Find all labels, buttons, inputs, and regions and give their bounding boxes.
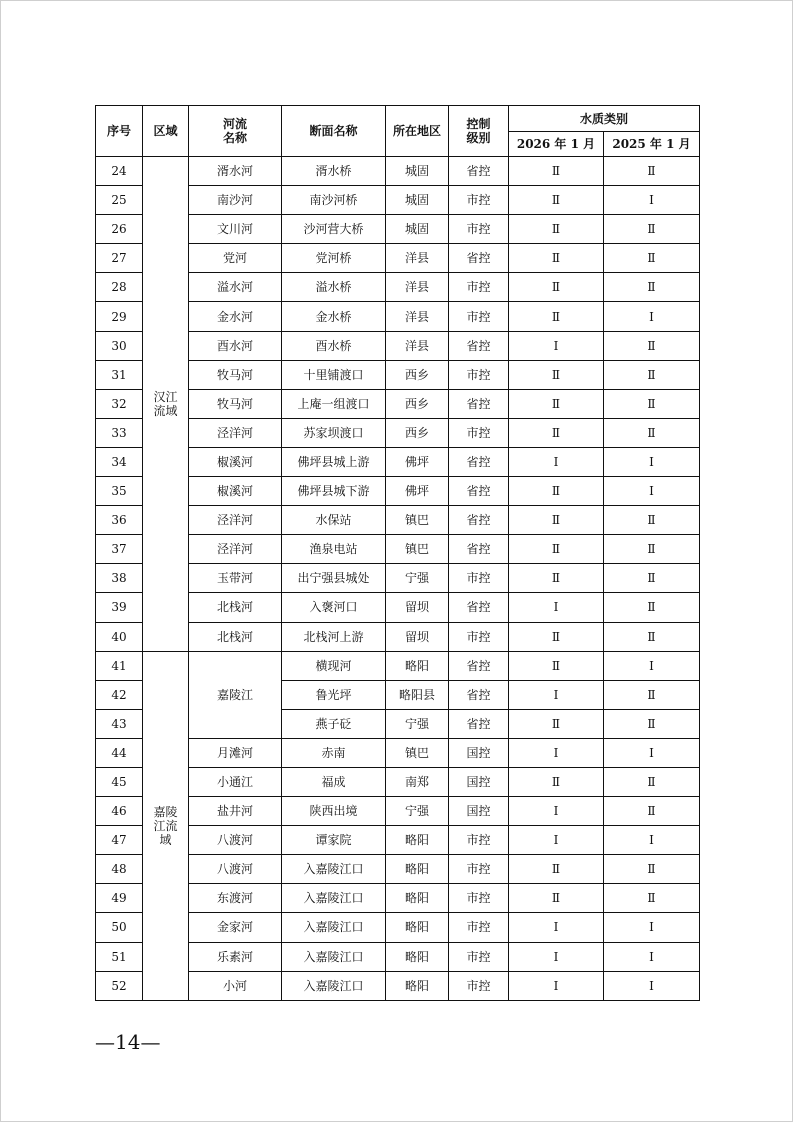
cell-section: 南沙河桥 [282, 186, 386, 215]
cell-quality-2026: Ⅰ [509, 331, 604, 360]
header-no: 序号 [96, 106, 143, 157]
cell-section: 入嘉陵江口 [282, 971, 386, 1000]
cell-river: 泾洋河 [189, 535, 282, 564]
water-quality-table [95, 105, 700, 1001]
cell-quality-2026: Ⅰ [509, 738, 604, 767]
header-quality: 水质类别 [509, 106, 700, 132]
cell-quality-2025: Ⅰ [604, 447, 700, 476]
cell-river: 盐井河 [189, 797, 282, 826]
cell-quality-2025: Ⅱ [604, 884, 700, 913]
cell-region: 汉江流域 [143, 157, 189, 652]
cell-section: 党河桥 [282, 244, 386, 273]
cell-area: 西乡 [386, 360, 449, 389]
cell-no: 33 [96, 418, 143, 447]
cell-quality-2026: Ⅱ [509, 622, 604, 651]
header-region: 区域 [143, 106, 189, 157]
cell-section: 鲁光坪 [282, 680, 386, 709]
cell-quality-2026: Ⅰ [509, 826, 604, 855]
cell-quality-2026: Ⅱ [509, 535, 604, 564]
cell-no: 42 [96, 680, 143, 709]
cell-quality-2026: Ⅱ [509, 855, 604, 884]
cell-section: 谭家院 [282, 826, 386, 855]
cell-river: 小通江 [189, 767, 282, 796]
cell-no: 34 [96, 447, 143, 476]
cell-level: 国控 [449, 738, 509, 767]
cell-river: 嘉陵江 [189, 651, 282, 738]
cell-no: 25 [96, 186, 143, 215]
cell-quality-2026: Ⅰ [509, 971, 604, 1000]
cell-section: 十里铺渡口 [282, 360, 386, 389]
cell-no: 24 [96, 157, 143, 186]
cell-level: 省控 [449, 535, 509, 564]
cell-quality-2026: Ⅱ [509, 884, 604, 913]
cell-section: 酉水桥 [282, 331, 386, 360]
cell-quality-2025: Ⅰ [604, 826, 700, 855]
cell-area: 略阳 [386, 913, 449, 942]
cell-level: 省控 [449, 593, 509, 622]
cell-quality-2026: Ⅱ [509, 360, 604, 389]
cell-level: 市控 [449, 942, 509, 971]
cell-river: 党河 [189, 244, 282, 273]
cell-level: 省控 [449, 244, 509, 273]
cell-section: 渔泉电站 [282, 535, 386, 564]
cell-section: 燕子砭 [282, 709, 386, 738]
cell-quality-2026: Ⅱ [509, 767, 604, 796]
cell-no: 39 [96, 593, 143, 622]
cell-no: 44 [96, 738, 143, 767]
cell-quality-2025: Ⅰ [604, 942, 700, 971]
cell-quality-2026: Ⅱ [509, 215, 604, 244]
cell-river: 金水河 [189, 302, 282, 331]
cell-section: 陕西出境 [282, 797, 386, 826]
cell-quality-2025: Ⅰ [604, 913, 700, 942]
cell-no: 36 [96, 506, 143, 535]
cell-quality-2025: Ⅱ [604, 331, 700, 360]
cell-river: 八渡河 [189, 826, 282, 855]
cell-quality-2025: Ⅰ [604, 971, 700, 1000]
cell-section: 横现河 [282, 651, 386, 680]
cell-no: 38 [96, 564, 143, 593]
cell-quality-2026: Ⅱ [509, 418, 604, 447]
cell-level: 省控 [449, 506, 509, 535]
cell-quality-2026: Ⅱ [509, 244, 604, 273]
cell-quality-2025: Ⅱ [604, 389, 700, 418]
cell-river: 文川河 [189, 215, 282, 244]
cell-area: 洋县 [386, 302, 449, 331]
cell-section: 北栈河上游 [282, 622, 386, 651]
cell-no: 37 [96, 535, 143, 564]
cell-level: 市控 [449, 360, 509, 389]
cell-river: 酉水河 [189, 331, 282, 360]
page-number: —14— [95, 1030, 161, 1054]
cell-area: 宁强 [386, 564, 449, 593]
cell-area: 略阳 [386, 855, 449, 884]
cell-quality-2025: Ⅱ [604, 709, 700, 738]
cell-river: 溢水河 [189, 273, 282, 302]
cell-area: 略阳 [386, 942, 449, 971]
cell-no: 47 [96, 826, 143, 855]
cell-quality-2025: Ⅱ [604, 506, 700, 535]
cell-quality-2025: Ⅱ [604, 855, 700, 884]
cell-area: 留坝 [386, 593, 449, 622]
cell-area: 洋县 [386, 244, 449, 273]
cell-quality-2026: Ⅰ [509, 680, 604, 709]
cell-section: 溢水桥 [282, 273, 386, 302]
cell-quality-2025: Ⅱ [604, 273, 700, 302]
cell-area: 洋县 [386, 331, 449, 360]
cell-river: 八渡河 [189, 855, 282, 884]
cell-area: 城固 [386, 186, 449, 215]
cell-quality-2025: Ⅰ [604, 186, 700, 215]
cell-river: 牧马河 [189, 360, 282, 389]
cell-section: 沙河营大桥 [282, 215, 386, 244]
cell-quality-2026: Ⅱ [509, 273, 604, 302]
cell-quality-2025: Ⅰ [604, 651, 700, 680]
table-row [96, 157, 700, 186]
cell-section: 福成 [282, 767, 386, 796]
cell-river: 乐素河 [189, 942, 282, 971]
cell-river: 泾洋河 [189, 506, 282, 535]
cell-quality-2025: Ⅱ [604, 593, 700, 622]
cell-section: 金水桥 [282, 302, 386, 331]
cell-quality-2026: Ⅱ [509, 389, 604, 418]
cell-area: 宁强 [386, 709, 449, 738]
cell-area: 南郑 [386, 767, 449, 796]
cell-no: 31 [96, 360, 143, 389]
cell-river: 金家河 [189, 913, 282, 942]
cell-section: 入嘉陵江口 [282, 913, 386, 942]
cell-quality-2025: Ⅱ [604, 767, 700, 796]
cell-section: 佛坪县城下游 [282, 477, 386, 506]
cell-quality-2025: Ⅱ [604, 680, 700, 709]
cell-river: 玉带河 [189, 564, 282, 593]
cell-area: 城固 [386, 157, 449, 186]
cell-no: 30 [96, 331, 143, 360]
cell-quality-2026: Ⅰ [509, 447, 604, 476]
cell-level: 省控 [449, 709, 509, 738]
cell-area: 略阳 [386, 651, 449, 680]
cell-level: 市控 [449, 855, 509, 884]
cell-river: 小河 [189, 971, 282, 1000]
cell-section: 入嘉陵江口 [282, 942, 386, 971]
cell-area: 留坝 [386, 622, 449, 651]
cell-quality-2026: Ⅱ [509, 709, 604, 738]
header-river [189, 106, 282, 157]
cell-no: 43 [96, 709, 143, 738]
cell-level: 省控 [449, 477, 509, 506]
cell-quality-2026: Ⅱ [509, 157, 604, 186]
cell-river: 椒溪河 [189, 447, 282, 476]
cell-level: 省控 [449, 389, 509, 418]
cell-no: 45 [96, 767, 143, 796]
cell-no: 29 [96, 302, 143, 331]
cell-no: 41 [96, 651, 143, 680]
cell-level: 市控 [449, 622, 509, 651]
cell-level: 国控 [449, 767, 509, 796]
cell-no: 51 [96, 942, 143, 971]
cell-area: 佛坪 [386, 447, 449, 476]
cell-level: 市控 [449, 913, 509, 942]
cell-no: 28 [96, 273, 143, 302]
cell-quality-2025: Ⅱ [604, 797, 700, 826]
cell-area: 洋县 [386, 273, 449, 302]
cell-no: 46 [96, 797, 143, 826]
cell-area: 镇巴 [386, 535, 449, 564]
cell-quality-2025: Ⅱ [604, 215, 700, 244]
cell-quality-2026: Ⅰ [509, 593, 604, 622]
cell-level: 市控 [449, 971, 509, 1000]
cell-quality-2025: Ⅱ [604, 157, 700, 186]
cell-section: 入嘉陵江口 [282, 855, 386, 884]
cell-river: 东渡河 [189, 884, 282, 913]
header-level-text: 控制级别 [466, 117, 491, 145]
cell-quality-2025: Ⅱ [604, 360, 700, 389]
cell-river: 牧马河 [189, 389, 282, 418]
cell-quality-2025: Ⅱ [604, 622, 700, 651]
cell-quality-2025: Ⅰ [604, 302, 700, 331]
cell-quality-2025: Ⅱ [604, 244, 700, 273]
cell-no: 48 [96, 855, 143, 884]
table-row [96, 651, 700, 680]
cell-river: 北栈河 [189, 593, 282, 622]
cell-no: 49 [96, 884, 143, 913]
cell-no: 27 [96, 244, 143, 273]
header-period-previous: 2025 年 1 月 [604, 132, 700, 157]
cell-level: 市控 [449, 418, 509, 447]
cell-area: 城固 [386, 215, 449, 244]
cell-section: 上庵一组渡口 [282, 389, 386, 418]
cell-quality-2025: Ⅱ [604, 564, 700, 593]
cell-section: 入褒河口 [282, 593, 386, 622]
cell-area: 镇巴 [386, 506, 449, 535]
cell-quality-2025: Ⅰ [604, 738, 700, 767]
cell-level: 市控 [449, 826, 509, 855]
cell-region: 嘉陵江流域 [143, 651, 189, 1000]
cell-level: 市控 [449, 186, 509, 215]
header-level [449, 106, 509, 157]
cell-river: 湑水河 [189, 157, 282, 186]
header-river-text: 河流名称 [222, 117, 247, 145]
cell-quality-2025: Ⅰ [604, 477, 700, 506]
cell-level: 市控 [449, 884, 509, 913]
cell-quality-2026: Ⅱ [509, 564, 604, 593]
cell-river: 北栈河 [189, 622, 282, 651]
header-section: 断面名称 [282, 106, 386, 157]
cell-section: 赤南 [282, 738, 386, 767]
cell-level: 国控 [449, 797, 509, 826]
cell-section: 水保站 [282, 506, 386, 535]
table-body [96, 157, 700, 1001]
cell-level: 市控 [449, 302, 509, 331]
cell-area: 镇巴 [386, 738, 449, 767]
cell-quality-2026: Ⅰ [509, 913, 604, 942]
header-period-current: 2026 年 1 月 [509, 132, 604, 157]
cell-river: 椒溪河 [189, 477, 282, 506]
header-area: 所在地区 [386, 106, 449, 157]
cell-quality-2026: Ⅱ [509, 186, 604, 215]
cell-no: 40 [96, 622, 143, 651]
cell-section: 佛坪县城上游 [282, 447, 386, 476]
cell-quality-2025: Ⅱ [604, 418, 700, 447]
cell-no: 50 [96, 913, 143, 942]
cell-area: 略阳 [386, 884, 449, 913]
cell-quality-2025: Ⅱ [604, 535, 700, 564]
cell-river: 月滩河 [189, 738, 282, 767]
cell-section: 苏家坝渡口 [282, 418, 386, 447]
cell-level: 省控 [449, 331, 509, 360]
cell-level: 市控 [449, 273, 509, 302]
cell-level: 省控 [449, 447, 509, 476]
cell-area: 佛坪 [386, 477, 449, 506]
cell-quality-2026: Ⅱ [509, 477, 604, 506]
cell-area: 略阳 [386, 971, 449, 1000]
cell-quality-2026: Ⅱ [509, 651, 604, 680]
cell-section: 入嘉陵江口 [282, 884, 386, 913]
cell-level: 省控 [449, 651, 509, 680]
cell-no: 35 [96, 477, 143, 506]
cell-area: 西乡 [386, 389, 449, 418]
cell-area: 西乡 [386, 418, 449, 447]
cell-area: 略阳县 [386, 680, 449, 709]
cell-river: 泾洋河 [189, 418, 282, 447]
cell-no: 52 [96, 971, 143, 1000]
cell-level: 市控 [449, 215, 509, 244]
cell-quality-2026: Ⅱ [509, 506, 604, 535]
cell-section: 出宁强县城处 [282, 564, 386, 593]
cell-level: 省控 [449, 157, 509, 186]
cell-level: 省控 [449, 680, 509, 709]
cell-level: 市控 [449, 564, 509, 593]
cell-quality-2026: Ⅱ [509, 302, 604, 331]
cell-river: 南沙河 [189, 186, 282, 215]
cell-section: 湑水桥 [282, 157, 386, 186]
cell-quality-2026: Ⅰ [509, 797, 604, 826]
cell-no: 32 [96, 389, 143, 418]
cell-area: 宁强 [386, 797, 449, 826]
cell-quality-2026: Ⅰ [509, 942, 604, 971]
cell-area: 略阳 [386, 826, 449, 855]
cell-no: 26 [96, 215, 143, 244]
